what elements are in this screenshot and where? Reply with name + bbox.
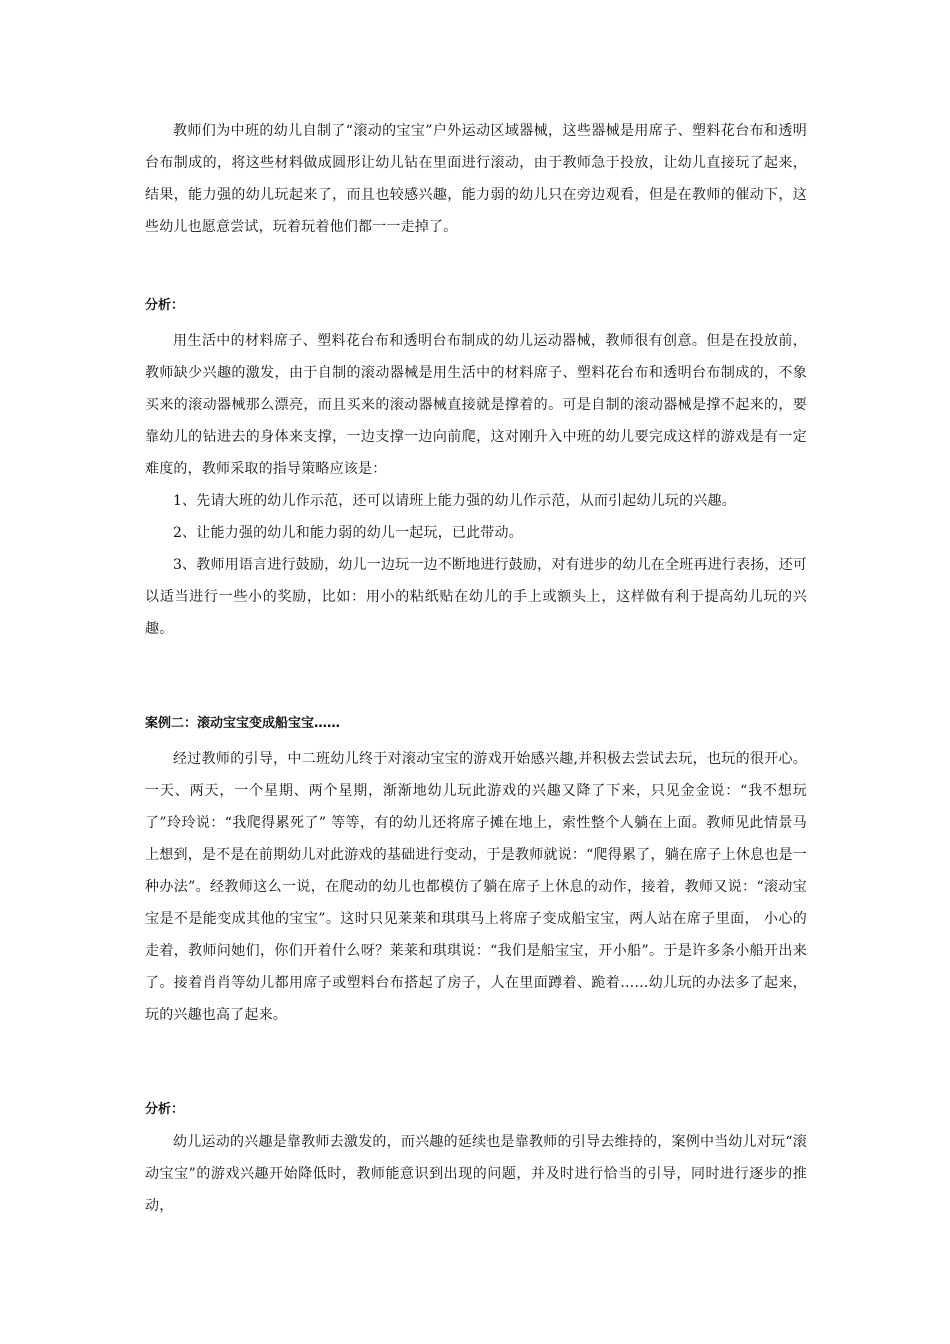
analysis1-paragraph: 用生活中的材料席子、塑料花台布和透明台布制成的幼儿运动器械，教师很有创意。但是在投放前，教师缺少兴趣的激发，由于自制的滚动器械是用生活中的材料席子、塑料花台布和透明台布制成的，不象买来的滚动器械那么漂亮，而且买来的滚动器械直接就是撑着的。可是自制的滚动器械是撑不起来的，要靠幼儿的钻进去的身体来支撑，一边支撑一边向前爬，这对刚升入中班的幼儿要完成这样的游戏是有一定难度的，教师采取的指导策略应该是： xyxy=(145,333,807,477)
case1-paragraph: 教师们为中班的幼儿自制了“滚动的宝宝”户外运动区域器械，这些器械是用席子、塑料花台布和透明台布制成的，将这些材料做成圆形让幼儿钻在里面进行滚动，由于教师急于投放，让幼儿直接玩了起来，结果，能力强的幼儿玩起来了，而且也较感兴趣，能力弱的幼儿只在旁边观看，但是在教师的催动下，这些幼儿也愿意尝试，玩着玩着他们都一一走掉了。 xyxy=(145,123,807,235)
analysis1-item-1: 1、先请大班的幼儿作示范，还可以请班上能力强的幼儿作示范，从而引起幼儿玩的兴趣。 xyxy=(173,493,736,509)
analysis2-paragraph: 幼儿运动的兴趣是靠教师去激发的，而兴趣的延续也是靠教师的引导去维持的，案例中当幼儿对玩“滚动宝宝”的游戏兴趣开始降低时，教师能意识到出现的问题，并及时进行恰当的引导，同时进行逐步的推动， xyxy=(145,1134,807,1214)
analysis1-item-2: 2、让能力强的幼儿和能力弱的幼儿一起玩，已此带动。 xyxy=(173,525,523,541)
analysis1-heading: 分析： xyxy=(145,298,185,313)
case1-section xyxy=(145,115,807,243)
analysis1-section xyxy=(145,296,807,316)
analysis2-body xyxy=(145,1126,807,1222)
analysis1-item-3: 3、教师用语言进行鼓励，幼儿一边玩一边不断地进行鼓励，对有进步的幼儿在全班再进行表扬，还可以适当进行一些小的奖励，比如：用小的粘纸贴在幼儿的手上或额头上，这样做有利于提高幼儿玩的兴趣。 xyxy=(145,557,807,637)
case2-heading: 案例二：滚动宝宝变成船宝宝…… xyxy=(145,716,341,731)
analysis2-heading: 分析： xyxy=(145,1102,185,1117)
case2-body xyxy=(145,743,807,1031)
case2-paragraph: 经过教师的引导，中二班幼儿终于对滚动宝宝的游戏开始感兴趣,并积极去尝试去玩，也玩的很开心。一天、两天，一个星期、两个星期，渐渐地幼儿玩此游戏的兴趣又降了下来，只见金金说：“我不想玩了”玲玲说：“我爬得累死了” 等等，有的幼儿还将席子摊在地上，索性整个人躺在上面。教师见此情景马上想到，是不是在前期幼儿对此游戏的基础进行变动，于是教师就说：“爬得累了，躺在席子上休息也是一种办法”。经教师这么一说，在爬动的幼儿也都模仿了躺在席子上休息的动作，接着，教师又说：“滚动宝宝是不是能变成其他的宝宝”。这时只见莱莱和琪琪马上将席子变成船宝宝，两人站在席子里面， 小心的走着，教师问她们，你们开着什么呀？莱莱和琪琪说：“我们是船宝宝，开小船”。于是许多条小船开出来了。接着肖肖等幼儿都用席子或塑料台布搭起了房子，人在里面蹲着、跪着……幼儿玩的办法多了起来，玩的兴趣也高了起来。 xyxy=(145,751,807,1023)
analysis2-section xyxy=(145,1100,807,1120)
analysis1-body xyxy=(145,325,807,645)
case2-section xyxy=(145,714,807,734)
